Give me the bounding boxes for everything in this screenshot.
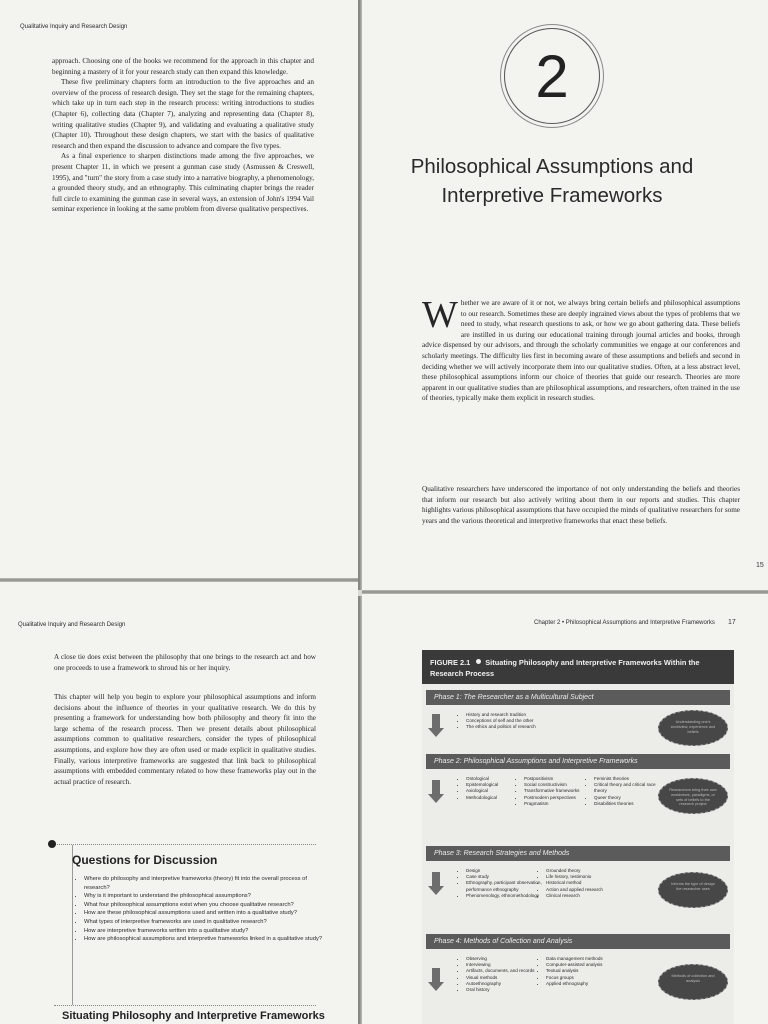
phase-bar: Phase 1: The Researcher as a Multicultural Subject xyxy=(426,690,730,705)
page-top-right xyxy=(362,0,768,590)
figure-label: FIGURE 2.1 xyxy=(430,658,471,667)
phase-1 xyxy=(426,690,730,746)
list-item: • Social constructivism xyxy=(524,782,592,788)
phase-bar: Phase 4: Methods of Collection and Analysis xyxy=(426,934,730,949)
list-item: • Applied ethnography xyxy=(546,981,636,987)
running-head: Qualitative Inquiry and Research Design xyxy=(18,622,126,628)
paragraph: approach. Choosing one of the books we recommend for the approach in this chapter and beginning a mastery of it for your research study can then expand this knowledge. xyxy=(52,57,314,76)
list-item: • Oral history xyxy=(466,987,542,993)
list-item: • Artifacts, documents, and records xyxy=(466,968,542,974)
figure-header xyxy=(422,650,734,684)
list-item: • Critical theory and critical race theory xyxy=(594,782,660,794)
phase-3 xyxy=(426,846,730,926)
paragraph: A close tie does exist between the philosophy that one brings to the research act and how one proceeds to use a framework to shroud his or her inquiry. xyxy=(54,653,316,672)
list-item: • Phenomenology, ethnomethodology xyxy=(466,893,542,899)
drop-cap: W xyxy=(422,294,458,336)
chapter-intro xyxy=(422,294,740,404)
list-item: • Autoethnography xyxy=(466,981,542,987)
phase-list xyxy=(458,776,522,801)
paragraph: hether we are aware of it or not, we always bring certain beliefs and philosophical assumptions to our research. Sometimes these are deeply ingrained views about the types of problems that we need to study, what research questions to ask, or how we go about gathering data. These beliefs are instilled in us during our educational training through journal articles and books, through advice dispensed by our advisors, and through the scholarly communities we engage at our conferences and scholarly meetings. The difficulty lies first in becoming aware of these assumptions and beliefs and second in deciding whether we will actively incorporate them into our qualitative studies. Often, at a less abstract level, these philosophical assumptions inform our choice of theories that guide our research. Theories are more apparent in our qualitative studies than are philosophical assumptions, and researchers, often trained in the use of theories, typically make them explicit in research studies. xyxy=(422,299,740,403)
body-text-2 xyxy=(54,692,316,787)
list-item: • Observing xyxy=(466,956,542,962)
list-item: • Interviewing xyxy=(466,962,542,968)
list-item: • Historical method xyxy=(546,880,646,886)
paragraph: Qualitative researchers have underscored the importance of not only understanding the beliefs and theories that inform our research but also actively writing about them in our reports and studies. This chapter highlights various philosophical assumptions that have occupied the minds of qualitative researchers for some years and the various theoretical and interpretive frameworks that enact these beliefs. xyxy=(422,485,740,525)
list-item: • Ontological xyxy=(466,776,522,782)
list-item: • Disabilities theories xyxy=(594,801,660,807)
cloud-text: Researchers bring their own worldviews, paradigms, or sets of beliefs to the research project xyxy=(669,788,717,807)
list-item: • What four philosophical assumptions exist when you choose qualitative research? xyxy=(84,901,324,910)
list-item: • What types of interpretive frameworks are used in qualitative research? xyxy=(84,918,324,927)
phase-list xyxy=(458,956,542,993)
page-number: 17 xyxy=(728,619,736,626)
phase-2 xyxy=(426,754,730,838)
section-heading: Situating Philosophy and Interpretive Frameworks xyxy=(62,1010,325,1022)
list-item: • Grounded theory xyxy=(546,868,646,874)
page-bottom-left xyxy=(0,582,358,1024)
cloud-callout xyxy=(658,872,728,908)
list-item: • Clinical research xyxy=(546,893,646,899)
list-item: • Where do philosophy and interpretive frameworks (theory) fit into the overall process of research? xyxy=(84,875,324,892)
phase-list xyxy=(538,868,646,899)
page-bottom-right xyxy=(362,594,768,1024)
bullet-icon xyxy=(476,659,481,664)
phase-4 xyxy=(426,934,730,1022)
cloud-callout xyxy=(658,778,728,814)
list-item: • Why is it important to understand the philosophical assumptions? xyxy=(84,892,324,901)
list-item: • Postpositivism xyxy=(524,776,592,782)
paragraph: These five preliminary chapters form an introduction to the five approaches and an overview of the process of research design. They set the stage for the remaining chapters, which take up in turn each step in the research process: writing introductions to studies (Chapter 6), collecting data (Chapter 7), analyzing and representing data (Chapter 8), writing qualitative studies (Chapter 9), and validating and evaluating a qualitative study (Chapter 10). Throughout these design chapters, we start with the basics of qualitative research and then expand the discussion to advance and compare the five types. xyxy=(52,78,314,150)
list-item: • Design xyxy=(466,868,542,874)
list-item: • Transformative frameworks xyxy=(524,788,592,794)
chapter-intro-2 xyxy=(422,484,740,526)
list-item: • How are these philosophical assumptions used and written into a qualitative study? xyxy=(84,909,324,918)
page-top-left xyxy=(0,0,358,578)
list-item: • Conceptions of self and the other xyxy=(466,718,576,724)
phase-list xyxy=(586,776,660,807)
list-item: • Queer theory xyxy=(594,795,660,801)
list-item: • Epistemological xyxy=(466,782,522,788)
phase-bar: Phase 2: Philosophical Assumptions and Interpretive Frameworks xyxy=(426,754,730,769)
cloud-callout xyxy=(658,964,728,1000)
phase-list xyxy=(516,776,592,807)
list-item: • Data management methods xyxy=(546,956,636,962)
list-item: • Ethnography, participant observation, performance ethnography xyxy=(466,880,542,892)
phase-list xyxy=(458,712,576,731)
body-text xyxy=(52,56,314,215)
list-item: • Axiological xyxy=(466,788,522,794)
cloud-text: Methods of collection and analysis xyxy=(671,974,715,983)
page-number: 15 xyxy=(756,562,764,569)
chapter-title: Philosophical Assumptions and Interpretive Frameworks xyxy=(410,155,694,207)
list-item: • Case study xyxy=(466,874,542,880)
list-item: • Methodological xyxy=(466,795,522,801)
running-head: Chapter 2 • Philosophical Assumptions and Interpretive Frameworks xyxy=(534,620,715,626)
paragraph: As a final experience to sharpen distinctions made among the five approaches, we present Chapter 11, in which we present a gunman case study (Asmussen & Creswell, 1995), and "turn" the story from a case study into a narrative biography, a phenomenology, a grounded theory study, and an ethnography. This culminating chapter brings the reader full circle to examining the gunman case in several ways, an extension of John's 1994 Vail seminar experience in looking at the same problem from diverse qualitative perspectives. xyxy=(52,152,314,214)
questions-title: Questions for Discussion xyxy=(72,853,218,867)
list-item: • Postmodern perspectives xyxy=(524,795,592,801)
bullet-icon xyxy=(48,840,56,848)
list-item: • Life history, testimonio xyxy=(546,874,646,880)
list-item: • Computer-assisted analysis xyxy=(546,962,636,968)
running-head: Qualitative Inquiry and Research Design xyxy=(20,24,128,30)
cloud-text: Understanding one's worldview, experience and beliefs xyxy=(670,720,716,734)
phase-bar: Phase 3: Research Strategies and Methods xyxy=(426,846,730,861)
list-item: • How are interpretive frameworks written into a qualitative study? xyxy=(84,927,324,936)
phase-list xyxy=(458,868,542,899)
list-item: • Feminist theories xyxy=(594,776,660,782)
list-item: • Pragmatism xyxy=(524,801,592,807)
list-item: • Focus groups xyxy=(546,975,636,981)
cloud-text: Informs the type of design the researcher uses xyxy=(671,882,715,891)
paragraph: This chapter will help you begin to explore your philosophical assumptions and inform decisions about the influence of theories in your qualitative research. We do this by presenting a framework for understanding how both philosophy and theory fit into the large schema of the research process. Then we present details about philosophical assumptions common to qualitative researchers, consider the types of philosophical assumptions, and explore how they are often used or made explicit in qualitative studies. Finally, various interpretive frameworks are suggested that link back to philosophical assumptions with embedded commentary related to how these frameworks play out in the actual practice of research. xyxy=(54,693,316,786)
questions-box xyxy=(54,844,323,1006)
list-item: • History and research tradition xyxy=(466,712,576,718)
phase-list xyxy=(538,956,636,987)
list-item: • The ethics and politics of research xyxy=(466,724,576,730)
chapter-number: 2 xyxy=(535,43,569,110)
questions-list xyxy=(72,875,324,944)
list-item: • Textual analysis xyxy=(546,968,636,974)
body-text xyxy=(54,652,316,673)
list-item: • Visual methods xyxy=(466,975,542,981)
list-item: • Action and applied research xyxy=(546,887,646,893)
figure xyxy=(422,650,734,1024)
cloud-callout xyxy=(658,710,728,746)
figure-title: Situating Philosophy and Interpretive Frameworks Within the Research Process xyxy=(430,658,700,678)
list-item: • How are philosophical assumptions and interpretive frameworks linked in a qualitative study? xyxy=(84,935,324,944)
